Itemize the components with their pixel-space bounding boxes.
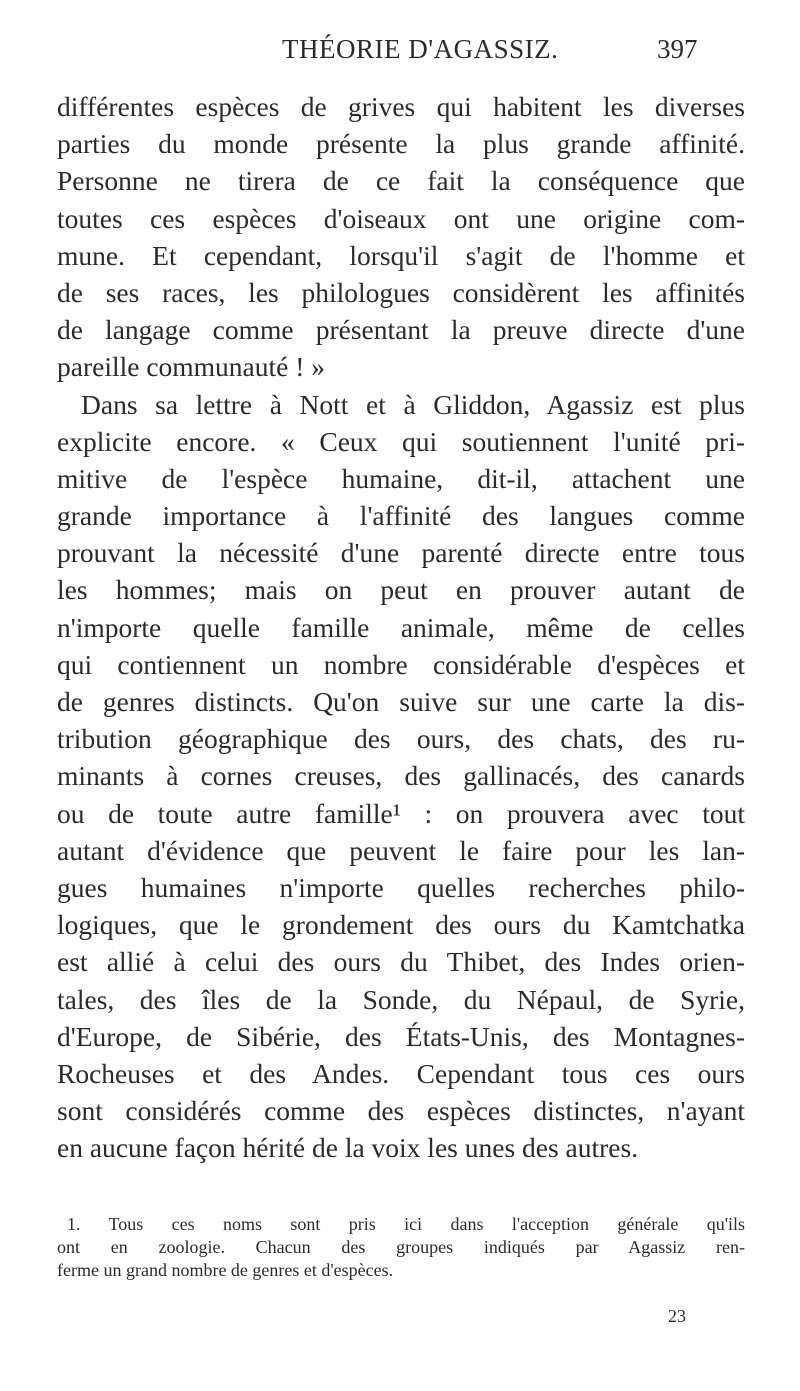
- text-line: de genres distincts. Qu'on suive sur une carte la dis-: [57, 686, 745, 717]
- text-line: toutes ces espèces d'oiseaux ont une origine com-: [57, 202, 745, 234]
- text-line: sont considérés comme des espèces distinctes, n'ayant: [57, 1095, 745, 1127]
- text-line: gues humaines n'importe quelles recherches philo-: [57, 871, 745, 903]
- text-line: Personne ne tirera de ce fait la conséquence que: [57, 165, 745, 197]
- text-line: explicite encore. « Ceux qui soutiennent l'unité pri-: [57, 425, 745, 457]
- page-number: 397: [657, 34, 698, 64]
- text-line: parties du monde présente la plus grande affinité.: [57, 128, 745, 160]
- text-line: pareille communauté ! »: [57, 351, 326, 383]
- text-line: mitive de l'espèce humaine, dit-il, attachent une: [57, 462, 745, 494]
- text-line: logiques, que le grondement des ours du Kamtchatka: [57, 909, 745, 941]
- text-line: Rocheuses et des Andes. Cependant tous ces ours: [57, 1057, 745, 1089]
- footnote: [57, 1213, 745, 1282]
- footnote-line: ont en zoologie. Chacun des groupes indiqués par Agassiz ren-: [57, 1237, 745, 1257]
- running-title: THÉORIE D'AGASSIZ.: [282, 34, 559, 64]
- text-line: Dans sa lettre à Nott et à Gliddon, Agassiz est plus: [81, 388, 745, 420]
- text-line: d'Europe, de Sibérie, des États-Unis, des Montagnes-: [57, 1020, 745, 1052]
- text-line: autant d'évidence que peuvent le faire pour les lan-: [57, 834, 745, 866]
- text-line: tales, des îles de la Sonde, du Népaul, de Syrie,: [57, 983, 745, 1015]
- text-line: en aucune façon hérité de la voix les unes des autres.: [57, 1132, 639, 1164]
- text-line: de langage comme présentant la preuve directe d'une: [57, 314, 745, 346]
- text-line: est allié à celui des ours du Thibet, des Indes orien-: [57, 946, 745, 978]
- footnote-line: ferme un grand nombre de genres et d'espèces.: [57, 1260, 394, 1280]
- text-line: tribution géographique des ours, des chats, des ru-: [57, 723, 745, 755]
- text-line: grande importance à l'affinité des langues comme: [57, 500, 745, 532]
- text-line: minants à cornes creuses, des gallinacés, des canards: [57, 760, 745, 792]
- text-line: différentes espèces de grives qui habitent les diverses: [57, 91, 745, 122]
- text-line: mune. Et cependant, lorsqu'il s'agit de l'homme et: [57, 239, 745, 271]
- text-line: qui contiennent un nombre considérable d'espèces et: [57, 648, 745, 680]
- footnote-line: 1. Tous ces noms sont pris ici dans l'acception générale qu'ils: [67, 1214, 745, 1234]
- text-line: les hommes; mais on peut en prouver autant de: [57, 574, 745, 606]
- text-line: de ses races, les philologues considèrent les affinités: [57, 276, 745, 308]
- text-line: n'importe quelle famille animale, même de celles: [57, 611, 745, 643]
- text-line: ou de toute autre famille¹ : on prouvera avec tout: [57, 797, 745, 829]
- main-text: [57, 88, 745, 1166]
- signature-mark: 23: [668, 1306, 686, 1326]
- text-line: prouvant la nécessité d'une parenté directe entre tous: [57, 537, 745, 569]
- running-head: [0, 30, 800, 70]
